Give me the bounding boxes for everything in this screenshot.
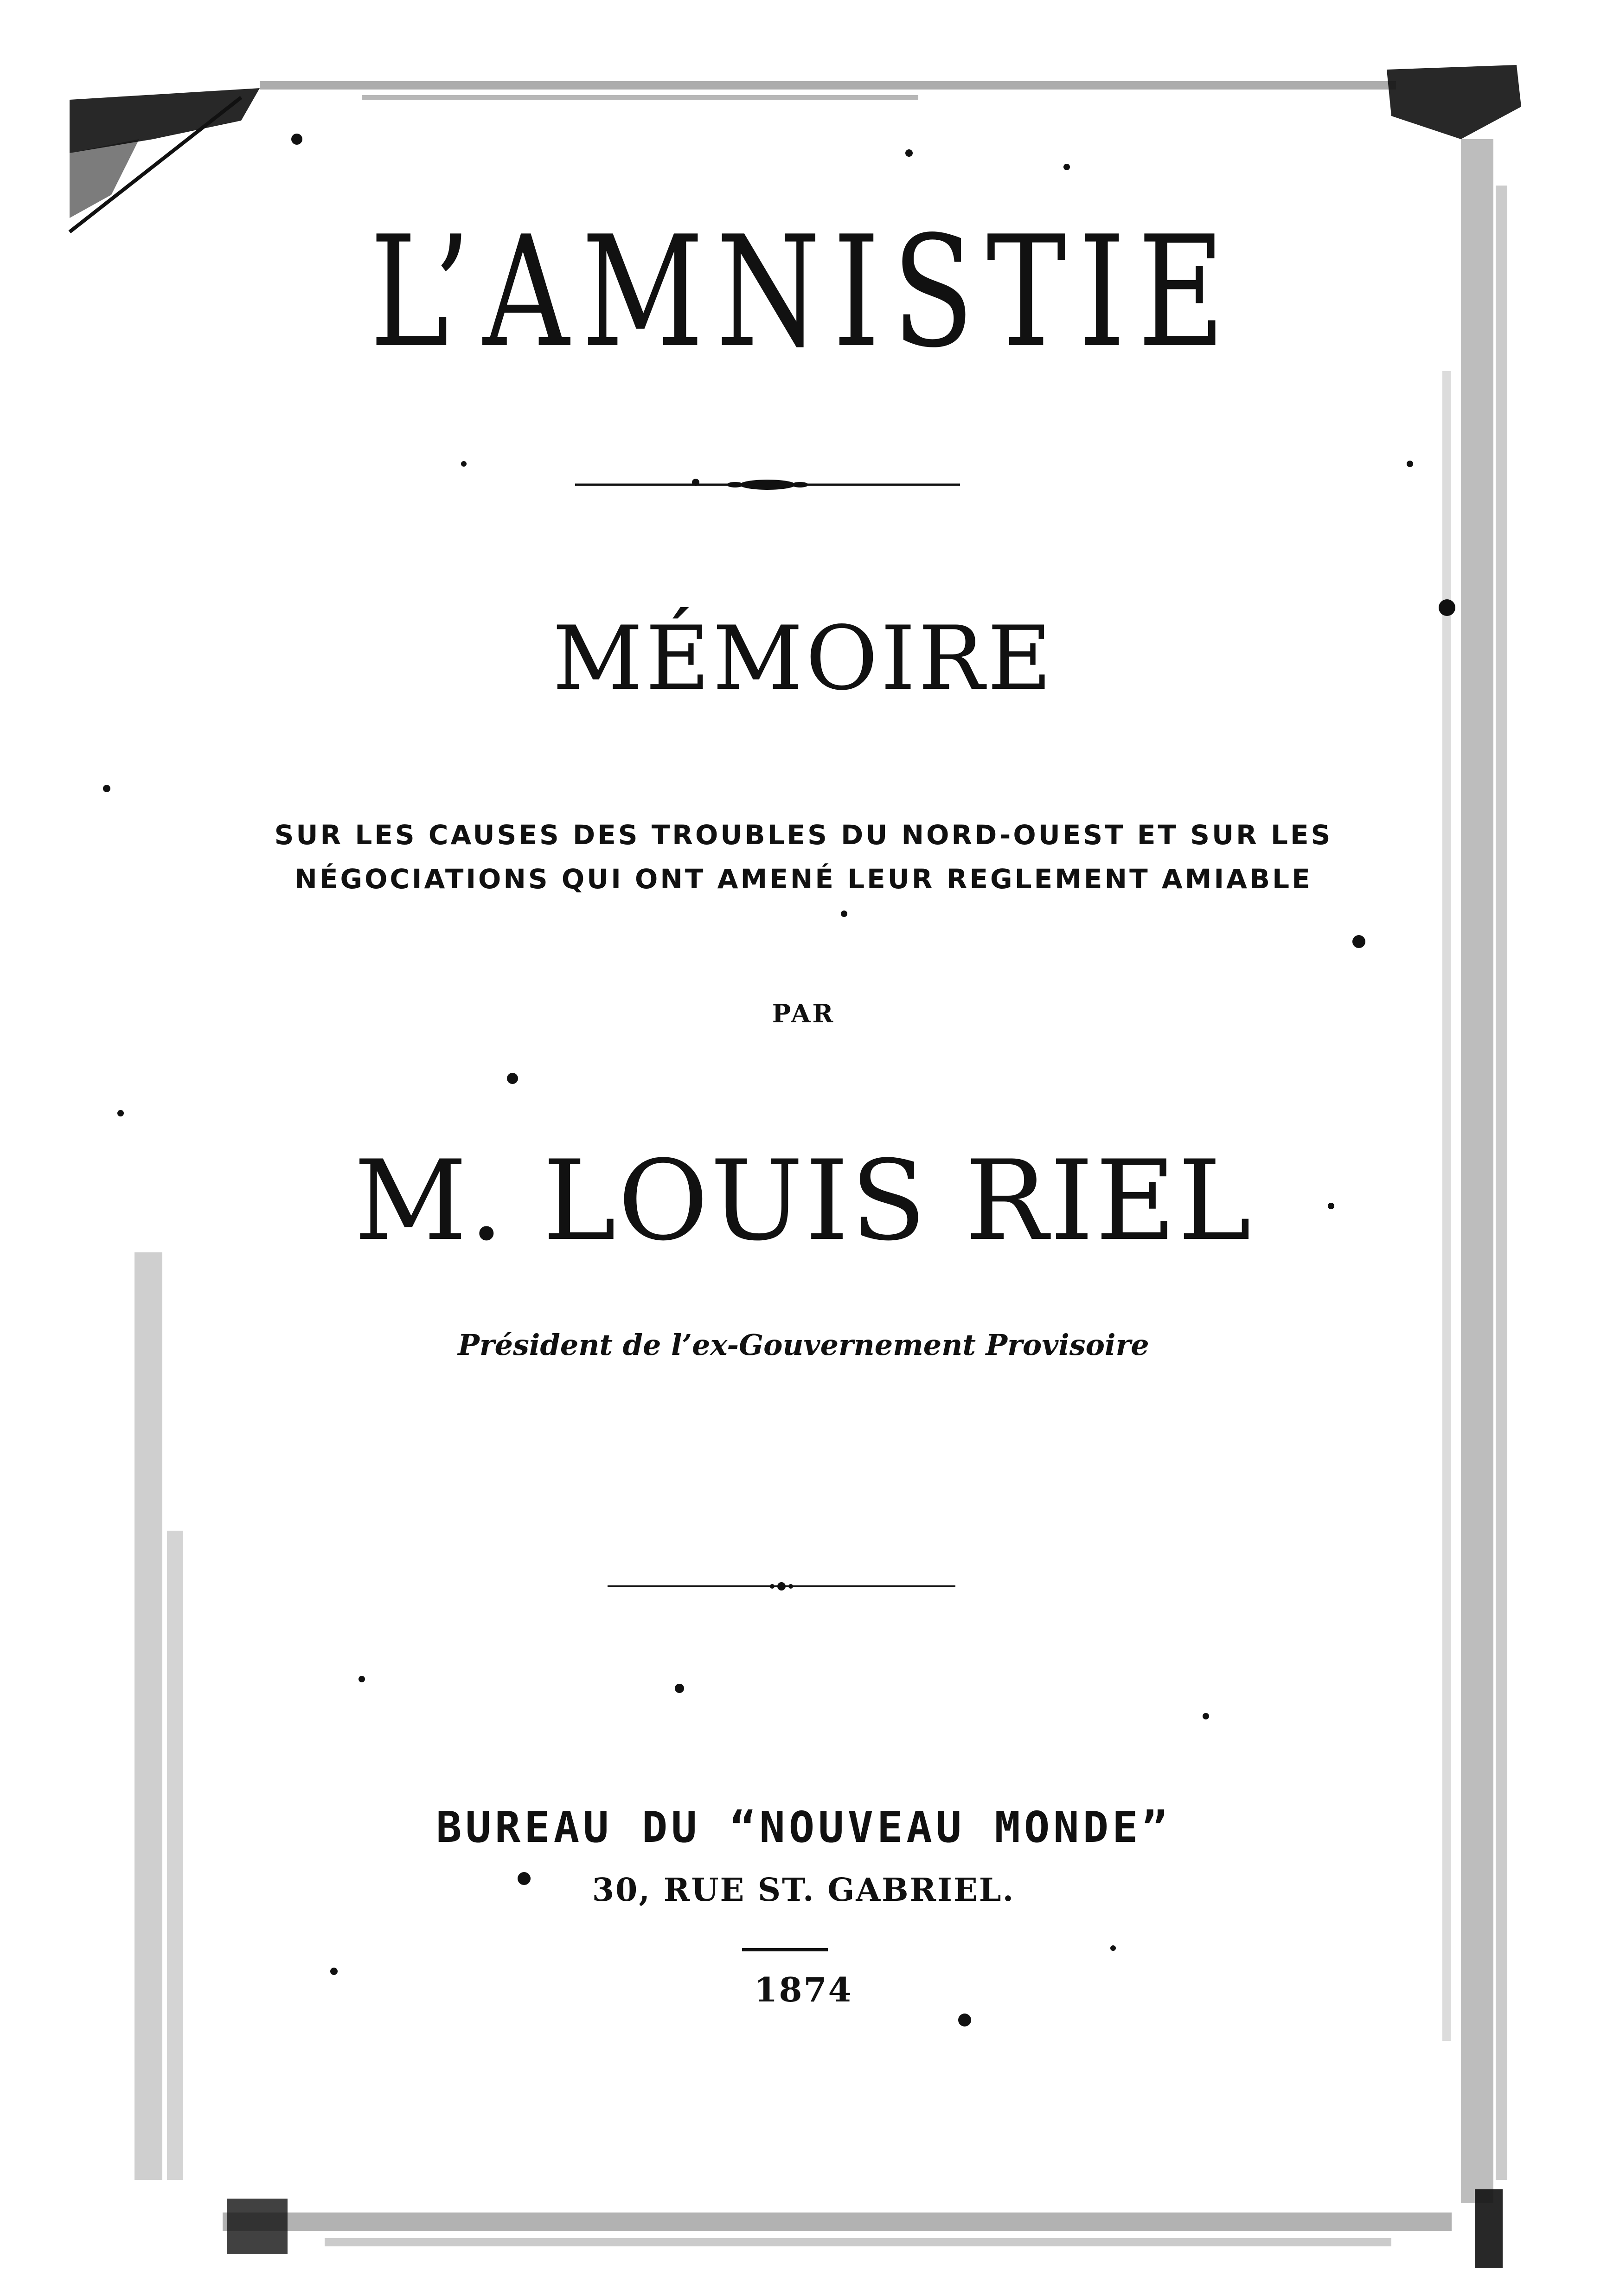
subtitle-line-2: NÉGOCIATIONS QUI ONT AMENÉ LEUR REGLEMENT AMIABLE: [295, 863, 1312, 895]
subtitle-line-1: SUR LES CAUSES DES TROUBLES DU NORD-OUEST ET SUR LES: [274, 819, 1333, 851]
page-title: L’AMNISTIE: [370, 203, 1237, 381]
ornamental-rule-icon: [608, 1579, 955, 1593]
year-rule: [742, 1948, 828, 1951]
publisher-address: 30, RUE ST. GABRIEL.: [592, 1872, 1015, 1909]
publication-year: 1874: [754, 1970, 853, 2009]
heading-memoire: MÉMOIRE: [552, 607, 1055, 710]
publisher: BUREAU DU “NOUVEAU MONDE”: [436, 1802, 1171, 1852]
ornamental-rule-icon: [575, 475, 960, 494]
author-name: M. LOUIS RIEL: [354, 1137, 1253, 1265]
by-label: PAR: [772, 999, 835, 1028]
author-role: Président de l’ex-Gouvernement Provisoire: [458, 1328, 1149, 1362]
